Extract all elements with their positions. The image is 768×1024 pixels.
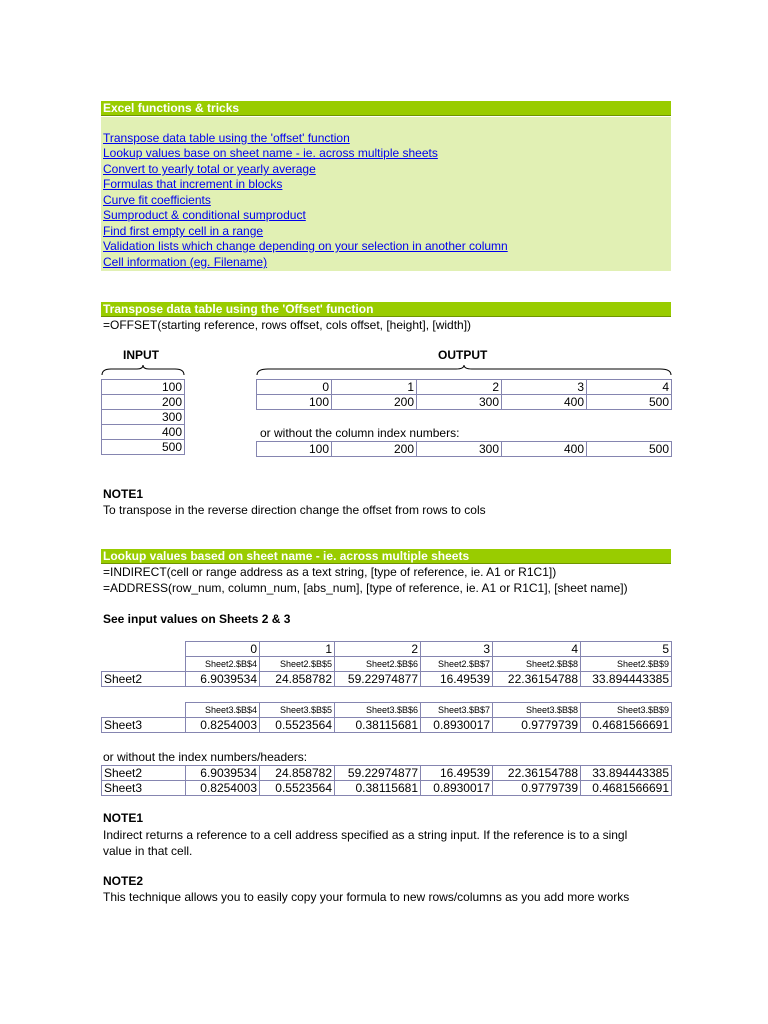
sheet3-ref-cell[interactable]: Sheet3.$B$6 (335, 703, 421, 718)
output-value-cell[interactable]: 200 (332, 395, 417, 410)
address-formula: =ADDRESS(row_num, column_num, [abs_num], [type of reference, ie. A1 or R1C1], [sheet name]) (103, 581, 628, 595)
input-cell[interactable]: 400 (102, 425, 185, 440)
lookup-index-cell[interactable]: 2 (335, 642, 421, 657)
output-table (256, 379, 672, 410)
without-index-label: or without the column index numbers: (260, 426, 460, 440)
output-value-cell[interactable]: 500 (587, 442, 672, 457)
index-header: Excel functions & tricks (101, 101, 671, 116)
output-brace (256, 364, 672, 376)
blank-cell (493, 687, 581, 703)
sheet3-value-cell[interactable]: 0.5523564 (260, 718, 335, 733)
blank-cell (581, 687, 672, 703)
input-label: INPUT (123, 348, 159, 362)
sheet3-value-cell[interactable]: 0.38115681 (335, 718, 421, 733)
blank-cell (102, 703, 186, 718)
link-validation-lists[interactable]: Validation lists which change depending on your selection in another column (103, 239, 508, 253)
sheet3-ref-cell[interactable]: Sheet3.$B$5 (260, 703, 335, 718)
blank-cell (260, 687, 335, 703)
transpose-header: Transpose data table using the 'Offset' function (101, 302, 671, 317)
sheet3-value-cell[interactable]: 0.5523564 (260, 781, 335, 796)
blank-cell (186, 687, 260, 703)
sheet2-ref-cell[interactable]: Sheet2.$B$4 (186, 657, 260, 672)
sheet3-ref-cell[interactable]: Sheet3.$B$4 (186, 703, 260, 718)
lookup-index-cell[interactable]: 5 (581, 642, 672, 657)
lookup-note1-line1: Indirect returns a reference to a cell address specified as a string input. If the reference is to a singl (103, 828, 628, 842)
link-lookup-sheet-name[interactable]: Lookup values base on sheet name - ie. across multiple sheets (103, 146, 438, 160)
link-curve-fit[interactable]: Curve fit coefficients (103, 193, 211, 207)
sheet3-value-cell[interactable]: 0.38115681 (335, 781, 421, 796)
link-cell-information[interactable]: Cell information (eg. Filename) (103, 255, 268, 269)
link-yearly-total[interactable]: Convert to yearly total or yearly average (103, 162, 316, 176)
sheet2-ref-cell[interactable]: Sheet2.$B$8 (493, 657, 581, 672)
link-sumproduct[interactable]: Sumproduct & conditional sumproduct (103, 208, 306, 222)
lookup-index-cell[interactable]: 3 (421, 642, 493, 657)
link-first-empty-cell[interactable]: Find first empty cell in a range (103, 224, 264, 238)
link-increment-blocks[interactable]: Formulas that increment in blocks (103, 177, 283, 191)
sheet2-value-cell[interactable]: 33.894443385 (581, 672, 672, 687)
lookup-table (101, 641, 672, 733)
sheet3-value-cell[interactable]: 0.4681566691 (581, 781, 672, 796)
output-index-cell[interactable]: 3 (502, 380, 587, 395)
offset-formula: =OFFSET(starting reference, rows offset, cols offset, [height], [width]) (103, 318, 472, 332)
blank-cell (102, 642, 186, 657)
lookup-note2-title: NOTE2 (103, 874, 144, 888)
input-cell[interactable]: 100 (102, 380, 185, 395)
sheet2-name-cell[interactable]: Sheet2 (102, 672, 186, 687)
sheet3-value-cell[interactable]: 0.8930017 (421, 718, 493, 733)
sheet2-ref-cell[interactable]: Sheet2.$B$9 (581, 657, 672, 672)
sheet3-value-cell[interactable]: 0.9779739 (493, 781, 581, 796)
sheet2-value-cell[interactable]: 22.36154788 (493, 672, 581, 687)
input-brace (101, 364, 185, 376)
sheet2-value-cell[interactable]: 22.36154788 (493, 766, 581, 781)
output-index-cell[interactable]: 4 (587, 380, 672, 395)
sheet2-ref-cell[interactable]: Sheet2.$B$7 (421, 657, 493, 672)
output-value-cell[interactable]: 500 (587, 395, 672, 410)
sheet2-ref-cell[interactable]: Sheet2.$B$6 (335, 657, 421, 672)
sheet2-value-cell[interactable]: 16.49539 (421, 672, 493, 687)
sheet3-value-cell[interactable]: 0.8930017 (421, 781, 493, 796)
lookup-table-no-headers (101, 765, 672, 796)
sheet2-value-cell[interactable]: 59.22974877 (335, 672, 421, 687)
output-table-no-index (256, 441, 672, 457)
output-value-cell[interactable]: 300 (417, 442, 502, 457)
output-value-cell[interactable]: 300 (417, 395, 502, 410)
sheet3-value-cell[interactable]: 0.4681566691 (581, 718, 672, 733)
see-input-label: See input values on Sheets 2 & 3 (103, 612, 291, 626)
sheet3-value-cell[interactable]: 0.8254003 (186, 781, 260, 796)
lookup-index-cell[interactable]: 4 (493, 642, 581, 657)
sheet3-value-cell[interactable]: 0.8254003 (186, 718, 260, 733)
input-table (101, 379, 185, 455)
lookup-note1-line2: value in that cell. (103, 844, 193, 858)
sheet2-value-cell[interactable]: 24.858782 (260, 672, 335, 687)
sheet2-value-cell[interactable]: 6.9039534 (186, 672, 260, 687)
blank-cell (102, 657, 186, 672)
sheet2-value-cell[interactable]: 16.49539 (421, 766, 493, 781)
output-index-cell[interactable]: 1 (332, 380, 417, 395)
sheet2-ref-cell[interactable]: Sheet2.$B$5 (260, 657, 335, 672)
output-label: OUTPUT (438, 348, 488, 362)
sheet3-name-cell[interactable]: Sheet3 (102, 718, 186, 733)
transpose-note-title: NOTE1 (103, 487, 144, 501)
lookup-note2-text: This technique allows you to easily copy your formula to new rows/columns as you add more works (103, 890, 630, 904)
output-value-cell[interactable]: 400 (502, 395, 587, 410)
lookup-index-cell[interactable]: 1 (260, 642, 335, 657)
output-index-cell[interactable]: 2 (417, 380, 502, 395)
sheet2-value-cell[interactable]: 24.858782 (260, 766, 335, 781)
lookup-note1-title: NOTE1 (103, 811, 144, 825)
sheet3-ref-cell[interactable]: Sheet3.$B$7 (421, 703, 493, 718)
indirect-formula: =INDIRECT(cell or range address as a text string, [type of reference, ie. A1 or R1C1]) (103, 565, 557, 579)
output-value-cell[interactable]: 200 (332, 442, 417, 457)
sheet3-ref-cell[interactable]: Sheet3.$B$9 (581, 703, 672, 718)
output-value-cell[interactable]: 100 (257, 442, 332, 457)
output-value-cell[interactable]: 100 (257, 395, 332, 410)
transpose-note-text: To transpose in the reverse direction change the offset from rows to cols (103, 503, 486, 517)
output-index-cell[interactable]: 0 (257, 380, 332, 395)
input-cell[interactable]: 500 (102, 440, 185, 455)
sheet2-value-cell[interactable]: 33.894443385 (581, 766, 672, 781)
output-value-cell[interactable]: 400 (502, 442, 587, 457)
sheet3-name-cell[interactable]: Sheet3 (102, 781, 186, 796)
link-transpose[interactable]: Transpose data table using the 'offset' function (103, 131, 350, 145)
without-headers-label: or without the index numbers/headers: (103, 750, 308, 764)
input-cell[interactable]: 200 (102, 395, 185, 410)
sheet3-value-cell[interactable]: 0.9779739 (493, 718, 581, 733)
blank-cell (102, 687, 186, 703)
blank-cell (335, 687, 421, 703)
blank-cell (421, 687, 493, 703)
sheet2-name-cell[interactable]: Sheet2 (102, 766, 186, 781)
input-cell[interactable]: 300 (102, 410, 185, 425)
sheet2-value-cell[interactable]: 6.9039534 (186, 766, 260, 781)
sheet2-value-cell[interactable]: 59.22974877 (335, 766, 421, 781)
sheet3-ref-cell[interactable]: Sheet3.$B$8 (493, 703, 581, 718)
lookup-header: Lookup values based on sheet name - ie. across multiple sheets (101, 549, 671, 564)
lookup-index-cell[interactable]: 0 (186, 642, 260, 657)
